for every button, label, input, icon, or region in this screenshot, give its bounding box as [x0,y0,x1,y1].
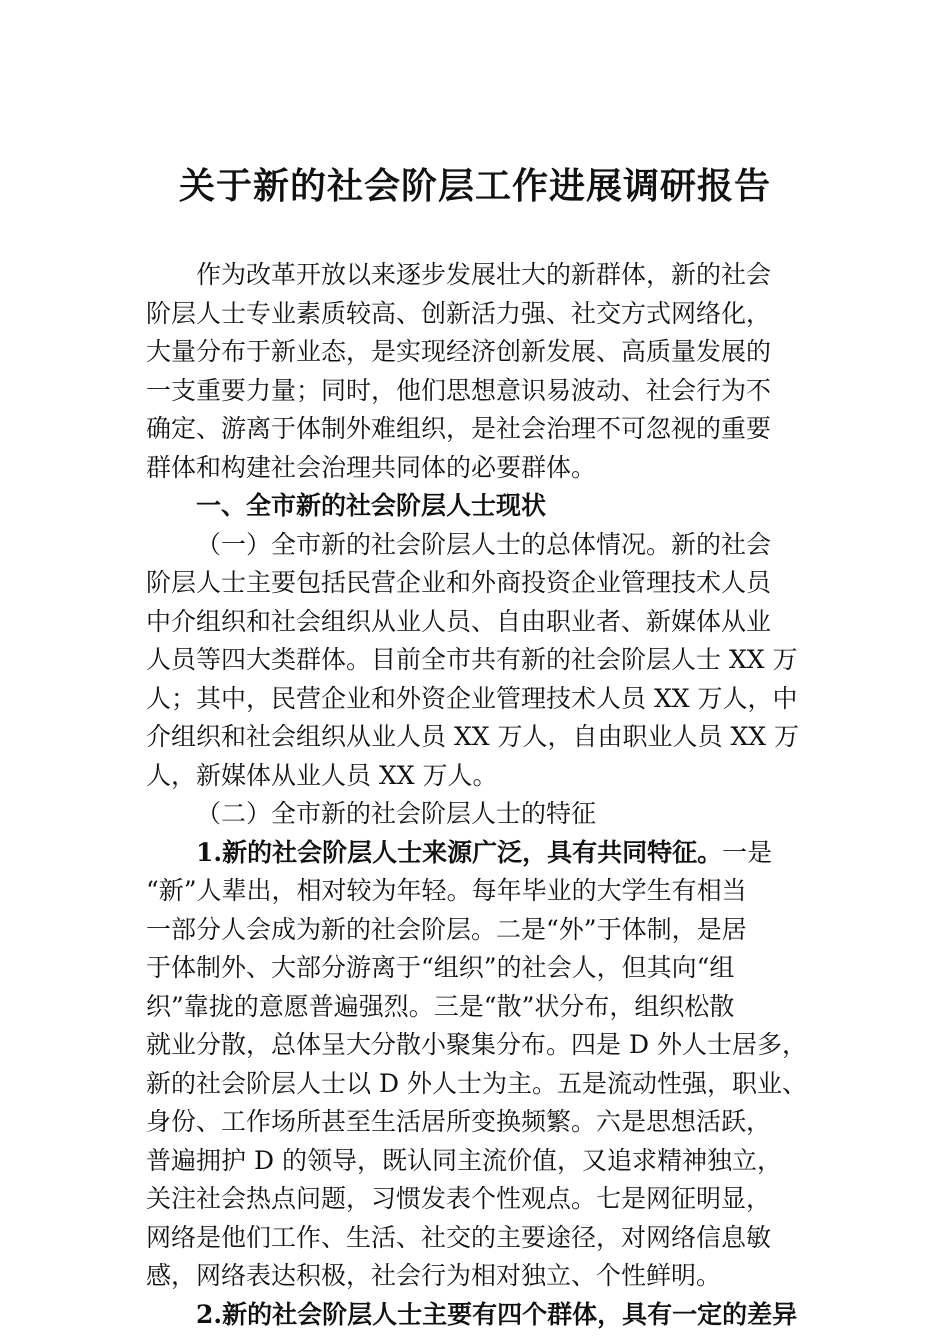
paragraph-line: 大量分布于新业态，是实现经济创新发展、高质量发展的 [146,337,772,366]
paragraph-line: 一部分人会成为新的社会阶层。二是“外”于体制，是居 [146,914,747,944]
subsection-heading: （二）全市新的社会阶层人士的特征 [196,799,597,828]
paragraph-line: 确定、游离于体制外难组织，是社会治理不可忽视的重要 [146,414,772,443]
paragraph-line: 就业分散，总体呈大分散小聚集分布。四是 D 外人士居多， [146,1030,807,1059]
paragraph-line: 身份、工作场所甚至生活居所变换频繁。六是思想活跃， [146,1107,772,1136]
paragraph-line: 关注社会热点问题，习惯发表个性观点。七是网征明显， [146,1184,772,1213]
paragraph-line: 新的社会阶层人士以 D 外人士为主。五是流动性强，职业、 [146,1068,807,1098]
paragraph-line: “新”人辈出，相对较为年轻。每年毕业的大学生有相当 [146,876,747,905]
paragraph-line: 人，新媒体从业人员 XX 万人。 [146,760,498,790]
document-body [146,256,826,1334]
paragraph-line: 2.新的社会阶层人士主要有四个群体，具有一定的差异 [196,1299,798,1329]
bold-lead-sentence: 1.新的社会阶层人士来源广泛，具有共同特征。 [196,837,723,867]
document-title: 关于新的社会阶层工作进展调研报告 [178,165,771,207]
paragraph-line: 中介组织和社会组织从业人员、自由职业者、新媒体从业 [146,606,772,636]
paragraph-line: 一支重要力量；同时，他们思想意识易波动、社会行为不 [146,375,772,405]
paragraph-line: 阶层人士专业素质较高、创新活力强、社交方式网络化， [146,298,772,328]
paragraph-line: 织”靠拢的意愿普遍强烈。三是“散”状分布，组织松散 [146,991,735,1021]
paragraph-line: 作为改革开放以来逐步发展壮大的新群体，新的社会 [196,260,772,289]
paragraph-line [146,834,826,873]
paragraph-line: （一）全市新的社会阶层人士的总体情况。新的社会 [196,529,772,559]
paragraph-line: 普遍拥护 D 的领导，既认同主流价值，又追求精神独立， [146,1145,782,1175]
paragraph-line: 人；其中，民营企业和外资企业管理技术人员 XX 万人，中 [146,683,798,713]
paragraph-line: 群体和构建社会治理共同体的必要群体。 [146,452,597,482]
paragraph-line: 感，网络表达积极，社会行为相对独立、个性鲜明。 [146,1261,722,1290]
paragraph-line: 阶层人士主要包括民营企业和外商投资企业管理技术人员 [146,568,772,597]
paragraph-line: 网络是他们工作、生活、社交的主要途径，对网络信息敏 [146,1222,772,1252]
paragraph-line: 介组织和社会组织从业人员 XX 万人，自由职业人员 XX 万 [146,722,799,751]
paragraph-line: 人员等四大类群体。目前全市共有新的社会阶层人士 XX 万 [146,645,798,674]
paragraph-line: 于体制外、大部分游离于“组织”的社会人，但其向“组 [146,953,735,982]
inline-text: 一是 [722,837,773,867]
section-heading: 一、全市新的社会阶层人士现状 [196,491,547,520]
